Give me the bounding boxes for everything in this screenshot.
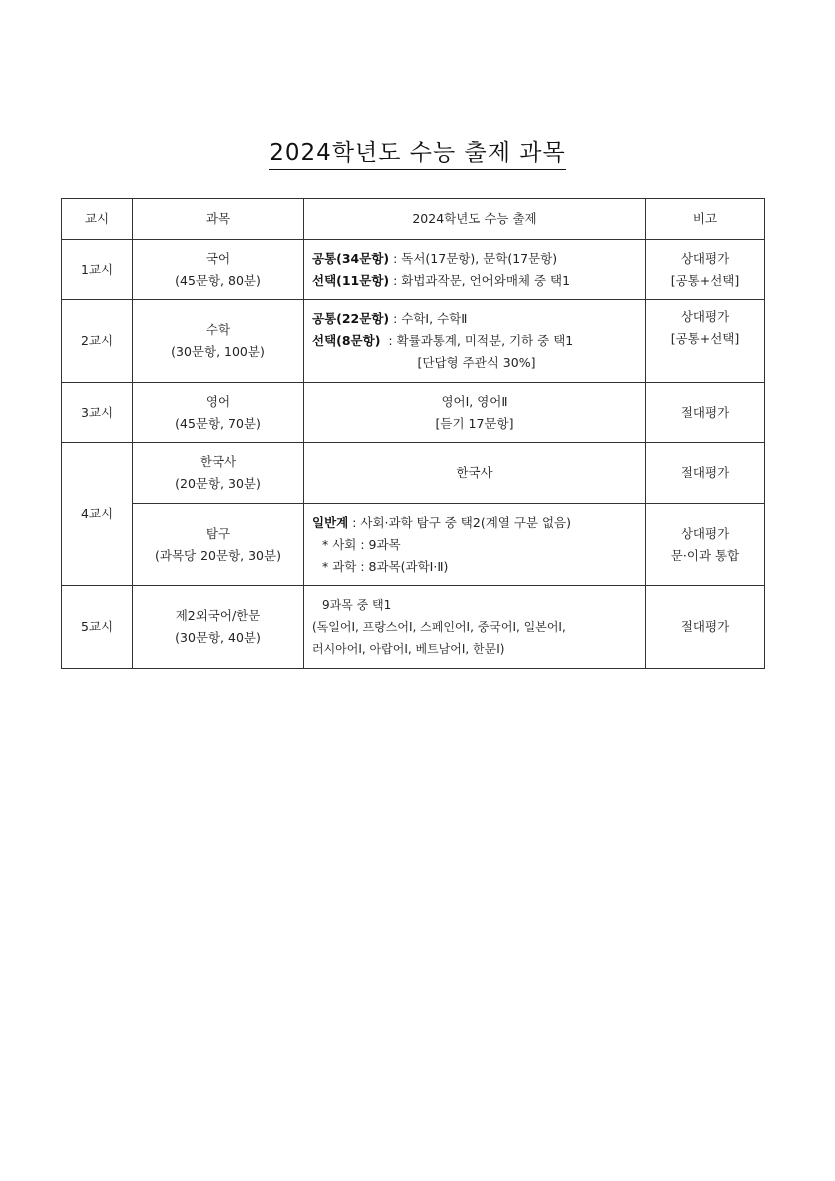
content-bold: 선택(11문항) bbox=[312, 272, 390, 288]
content-line: 러시아어Ⅰ, 아랍어Ⅰ, 베트남어Ⅰ, 한문Ⅰ) bbox=[312, 642, 505, 656]
content-text: : 수학Ⅰ, 수학Ⅱ bbox=[389, 311, 468, 326]
subject-detail: (과목당 20문항, 30분) bbox=[155, 547, 281, 563]
note-cell: 절대평가 bbox=[646, 383, 765, 443]
subject-detail: (45문항, 80분) bbox=[175, 272, 261, 288]
page-title bbox=[0, 134, 835, 170]
content-cell: 한국사 bbox=[304, 443, 646, 504]
subject-detail: (30문항, 100분) bbox=[171, 344, 265, 359]
table-header-row bbox=[62, 199, 765, 240]
content-text: : 확률과통계, 미적분, 기하 중 택1 bbox=[380, 333, 574, 348]
subject-detail: (30문항, 40분) bbox=[175, 630, 261, 645]
note-cell bbox=[646, 240, 765, 300]
content-bold: 선택(8문항) bbox=[312, 333, 381, 348]
subject-cell bbox=[133, 504, 304, 586]
table-row bbox=[62, 300, 765, 383]
table-row bbox=[62, 383, 765, 443]
subject-name: 탐구 bbox=[205, 525, 231, 541]
subject-name: 한국사 bbox=[199, 454, 237, 469]
note-cell: 절대평가 bbox=[646, 443, 765, 504]
table-row bbox=[62, 240, 765, 300]
subject-detail: (45문항, 70분) bbox=[175, 415, 261, 431]
content-line bbox=[312, 248, 641, 270]
header-subject: 과목 bbox=[133, 199, 304, 240]
content-line bbox=[312, 512, 641, 534]
exam-subjects-table bbox=[61, 198, 765, 669]
note-cell bbox=[646, 504, 765, 586]
subject-cell bbox=[133, 586, 304, 669]
content-line: [단답형 주관식 30%] bbox=[417, 355, 536, 370]
subject-cell bbox=[133, 443, 304, 504]
subject-name: 제2외국어/한문 bbox=[175, 608, 261, 623]
subject-detail: (20문항, 30분) bbox=[175, 476, 261, 491]
content-text: : 사회·과학 탐구 중 택2(계열 구분 없음) bbox=[348, 514, 571, 530]
note-line: 상대평가 bbox=[680, 250, 730, 266]
content-line bbox=[312, 270, 641, 292]
content-line: * 과학 : 8과목(과학Ⅰ·Ⅱ) bbox=[322, 558, 449, 574]
note-line: 상대평가 bbox=[680, 525, 730, 541]
note-cell bbox=[646, 300, 765, 383]
subject-cell bbox=[133, 240, 304, 300]
content-cell bbox=[304, 383, 646, 443]
content-cell bbox=[304, 504, 646, 586]
content-text: : 독서(17문항), 문학(17문항) bbox=[389, 250, 558, 266]
content-cell bbox=[304, 240, 646, 300]
content-line: 영어Ⅰ, 영어Ⅱ bbox=[441, 393, 508, 409]
header-content: 2024학년도 수능 출제 bbox=[304, 199, 646, 240]
note-cell: 절대평가 bbox=[646, 586, 765, 669]
content-text: : 화법과작문, 언어와매체 중 택1 bbox=[389, 272, 571, 288]
content-cell bbox=[304, 586, 646, 669]
content-line: * 사회 : 9과목 bbox=[322, 536, 401, 552]
header-note: 비고 bbox=[646, 199, 765, 240]
content-bold: 일반계 bbox=[312, 514, 349, 530]
period-cell: 5교시 bbox=[62, 586, 133, 669]
content-line: (독일어Ⅰ, 프랑스어Ⅰ, 스페인어Ⅰ, 중국어Ⅰ, 일본어Ⅰ, bbox=[312, 620, 566, 634]
note-line: [공통+선택] bbox=[670, 272, 740, 288]
subject-cell bbox=[133, 383, 304, 443]
note-line: 문·이과 통합 bbox=[670, 547, 740, 563]
content-line bbox=[312, 330, 641, 352]
period-cell: 4교시 bbox=[62, 443, 133, 586]
subject-name: 영어 bbox=[205, 393, 231, 409]
period-cell: 2교시 bbox=[62, 300, 133, 383]
table-row bbox=[62, 443, 765, 504]
note-line: 상대평가 bbox=[680, 309, 730, 324]
content-line: 9과목 중 택1 bbox=[322, 598, 392, 612]
content-cell bbox=[304, 300, 646, 383]
note-line: [공통+선택] bbox=[670, 331, 740, 346]
period-cell: 3교시 bbox=[62, 383, 133, 443]
content-line bbox=[312, 308, 641, 330]
table-row bbox=[62, 504, 765, 586]
subject-name: 국어 bbox=[205, 250, 231, 266]
content-line: [듣기 17문항] bbox=[435, 415, 514, 431]
table-row bbox=[62, 586, 765, 669]
period-cell: 1교시 bbox=[62, 240, 133, 300]
subject-cell bbox=[133, 300, 304, 383]
content-bold: 공통(22문항) bbox=[312, 311, 390, 326]
page-title-text: 2024학년도 수능 출제 과목 bbox=[269, 134, 565, 170]
subject-name: 수학 bbox=[205, 322, 231, 337]
header-period: 교시 bbox=[62, 199, 133, 240]
content-bold: 공통(34문항) bbox=[312, 250, 390, 266]
